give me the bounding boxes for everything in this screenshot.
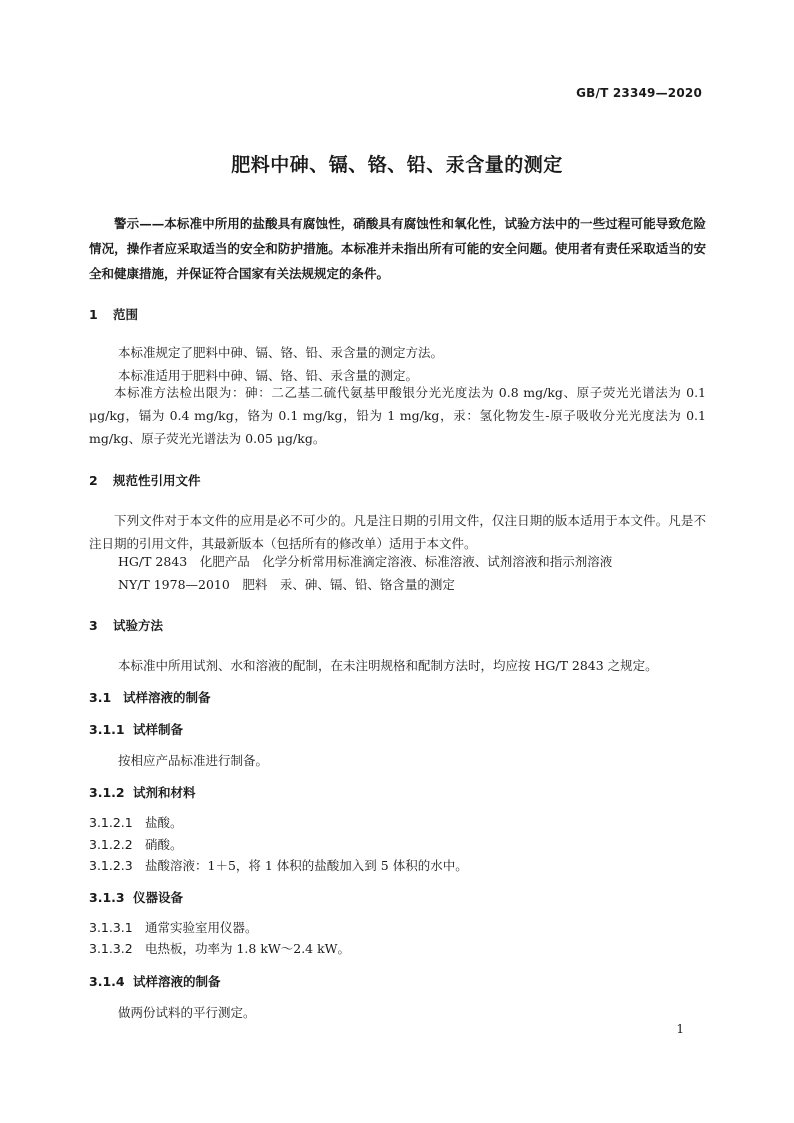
item-number: 3.1.3.1: [89, 920, 133, 935]
section-number: 3.1.3: [89, 890, 125, 905]
section-title: 范围: [113, 307, 139, 322]
reference-hgt-2843: HG/T 2843 化肥产品 化学分析常用标准滴定溶液、标准溶液、试剂溶液和指示剂溶液: [118, 554, 613, 569]
section-title: 试样溶液的制备: [133, 974, 221, 989]
section-3-1-heading: [89, 688, 211, 706]
section-number: 2: [89, 473, 98, 488]
section-3-1-1-heading: [89, 720, 183, 738]
item-number: 3.1.3.2: [89, 941, 133, 956]
list-item: [89, 813, 183, 831]
item-text: 盐酸。: [145, 815, 183, 830]
test-method-paragraph: 本标准中所用试剂、水和溶液的配制，在未注明规格和配制方法时，均应按 HG/T 2843 之规定。: [118, 658, 658, 673]
section-number: 3.1.2: [89, 785, 125, 800]
section-title: 试样制备: [133, 722, 184, 737]
scope-paragraph-2: 本标准适用于肥料中砷、镉、铬、铅、汞含量的测定。: [118, 368, 419, 383]
sample-prep-text: 按相应产品标准进行制备。: [118, 753, 269, 768]
document-title: 肥料中砷、镉、铬、铅、汞含量的测定: [231, 154, 563, 176]
parallel-test-text: 做两份试料的平行测定。: [118, 1005, 256, 1020]
section-title: 规范性引用文件: [113, 473, 201, 488]
section-title: 试剂和材料: [133, 785, 196, 800]
section-number: 3.1: [89, 690, 112, 705]
section-title: 仪器设备: [133, 890, 184, 905]
list-item: [89, 856, 468, 874]
item-number: 3.1.2.3: [89, 858, 133, 873]
item-text: 硝酸。: [145, 837, 183, 852]
section-3-1-4-heading: [89, 972, 221, 990]
warning-paragraph: 警示——本标准中所用的盐酸具有腐蚀性，硝酸具有腐蚀性和氧化性，试验方法中的一些过程可能导致危险情况，操作者应采取适当的安全和防护措施。本标准并未指出所有可能的安全问题。使用者有责任采取适当的安全和健康措施，并保证符合国家有关法规规定的条件。: [89, 216, 706, 281]
section-3-1-3-heading: [89, 888, 183, 906]
item-number: 3.1.2.2: [89, 837, 133, 852]
section-title: 试验方法: [113, 618, 164, 633]
section-1-heading: [89, 305, 138, 323]
section-number: 3.1.4: [89, 974, 125, 989]
scope-paragraph-3: 本标准方法检出限为：砷：二乙基二硫代氨基甲酸银分光光度法为 0.8 mg/kg、原子荧光光谱法为 0.1 μg/kg，镉为 0.4 mg/kg，铬为 0.1 mg/kg，铅为 1 mg/kg，汞：氢化物发生-原子吸收分光光度法为 0.1 mg/kg、原子荧光光谱法为 0.05 μg/kg。: [89, 385, 706, 446]
section-2-heading: [89, 471, 201, 489]
reference-nyt-1978: NY/T 1978—2010 肥料 汞、砷、镉、铅、铬含量的测定: [118, 577, 455, 592]
section-title: 试样溶液的制备: [123, 690, 211, 705]
scope-paragraph-1: 本标准规定了肥料中砷、镉、铬、铅、汞含量的测定方法。: [118, 345, 444, 360]
section-3-heading: [89, 616, 163, 634]
section-number: 3: [89, 618, 98, 633]
page-number: 1: [676, 1022, 684, 1036]
section-number: 1: [89, 307, 98, 322]
item-text: 通常实验室用仪器。: [145, 920, 258, 935]
item-text: 电热板，功率为 1.8 kW～2.4 kW。: [145, 941, 351, 956]
section-number: 3.1.1: [89, 722, 125, 737]
list-item: [89, 939, 350, 957]
item-number: 3.1.2.1: [89, 815, 133, 830]
list-item: [89, 835, 183, 853]
section-3-1-2-heading: [89, 783, 196, 801]
standard-number: GB/T 23349—2020: [576, 86, 702, 100]
list-item: [89, 918, 258, 936]
item-text: 盐酸溶液：1＋5，将 1 体积的盐酸加入到 5 体积的水中。: [145, 858, 468, 873]
normative-refs-paragraph: 下列文件对于本文件的应用是必不可少的。凡是注日期的引用文件，仅注日期的版本适用于本文件。凡是不注日期的引用文件，其最新版本（包括所有的修改单）适用于本文件。: [89, 513, 706, 551]
